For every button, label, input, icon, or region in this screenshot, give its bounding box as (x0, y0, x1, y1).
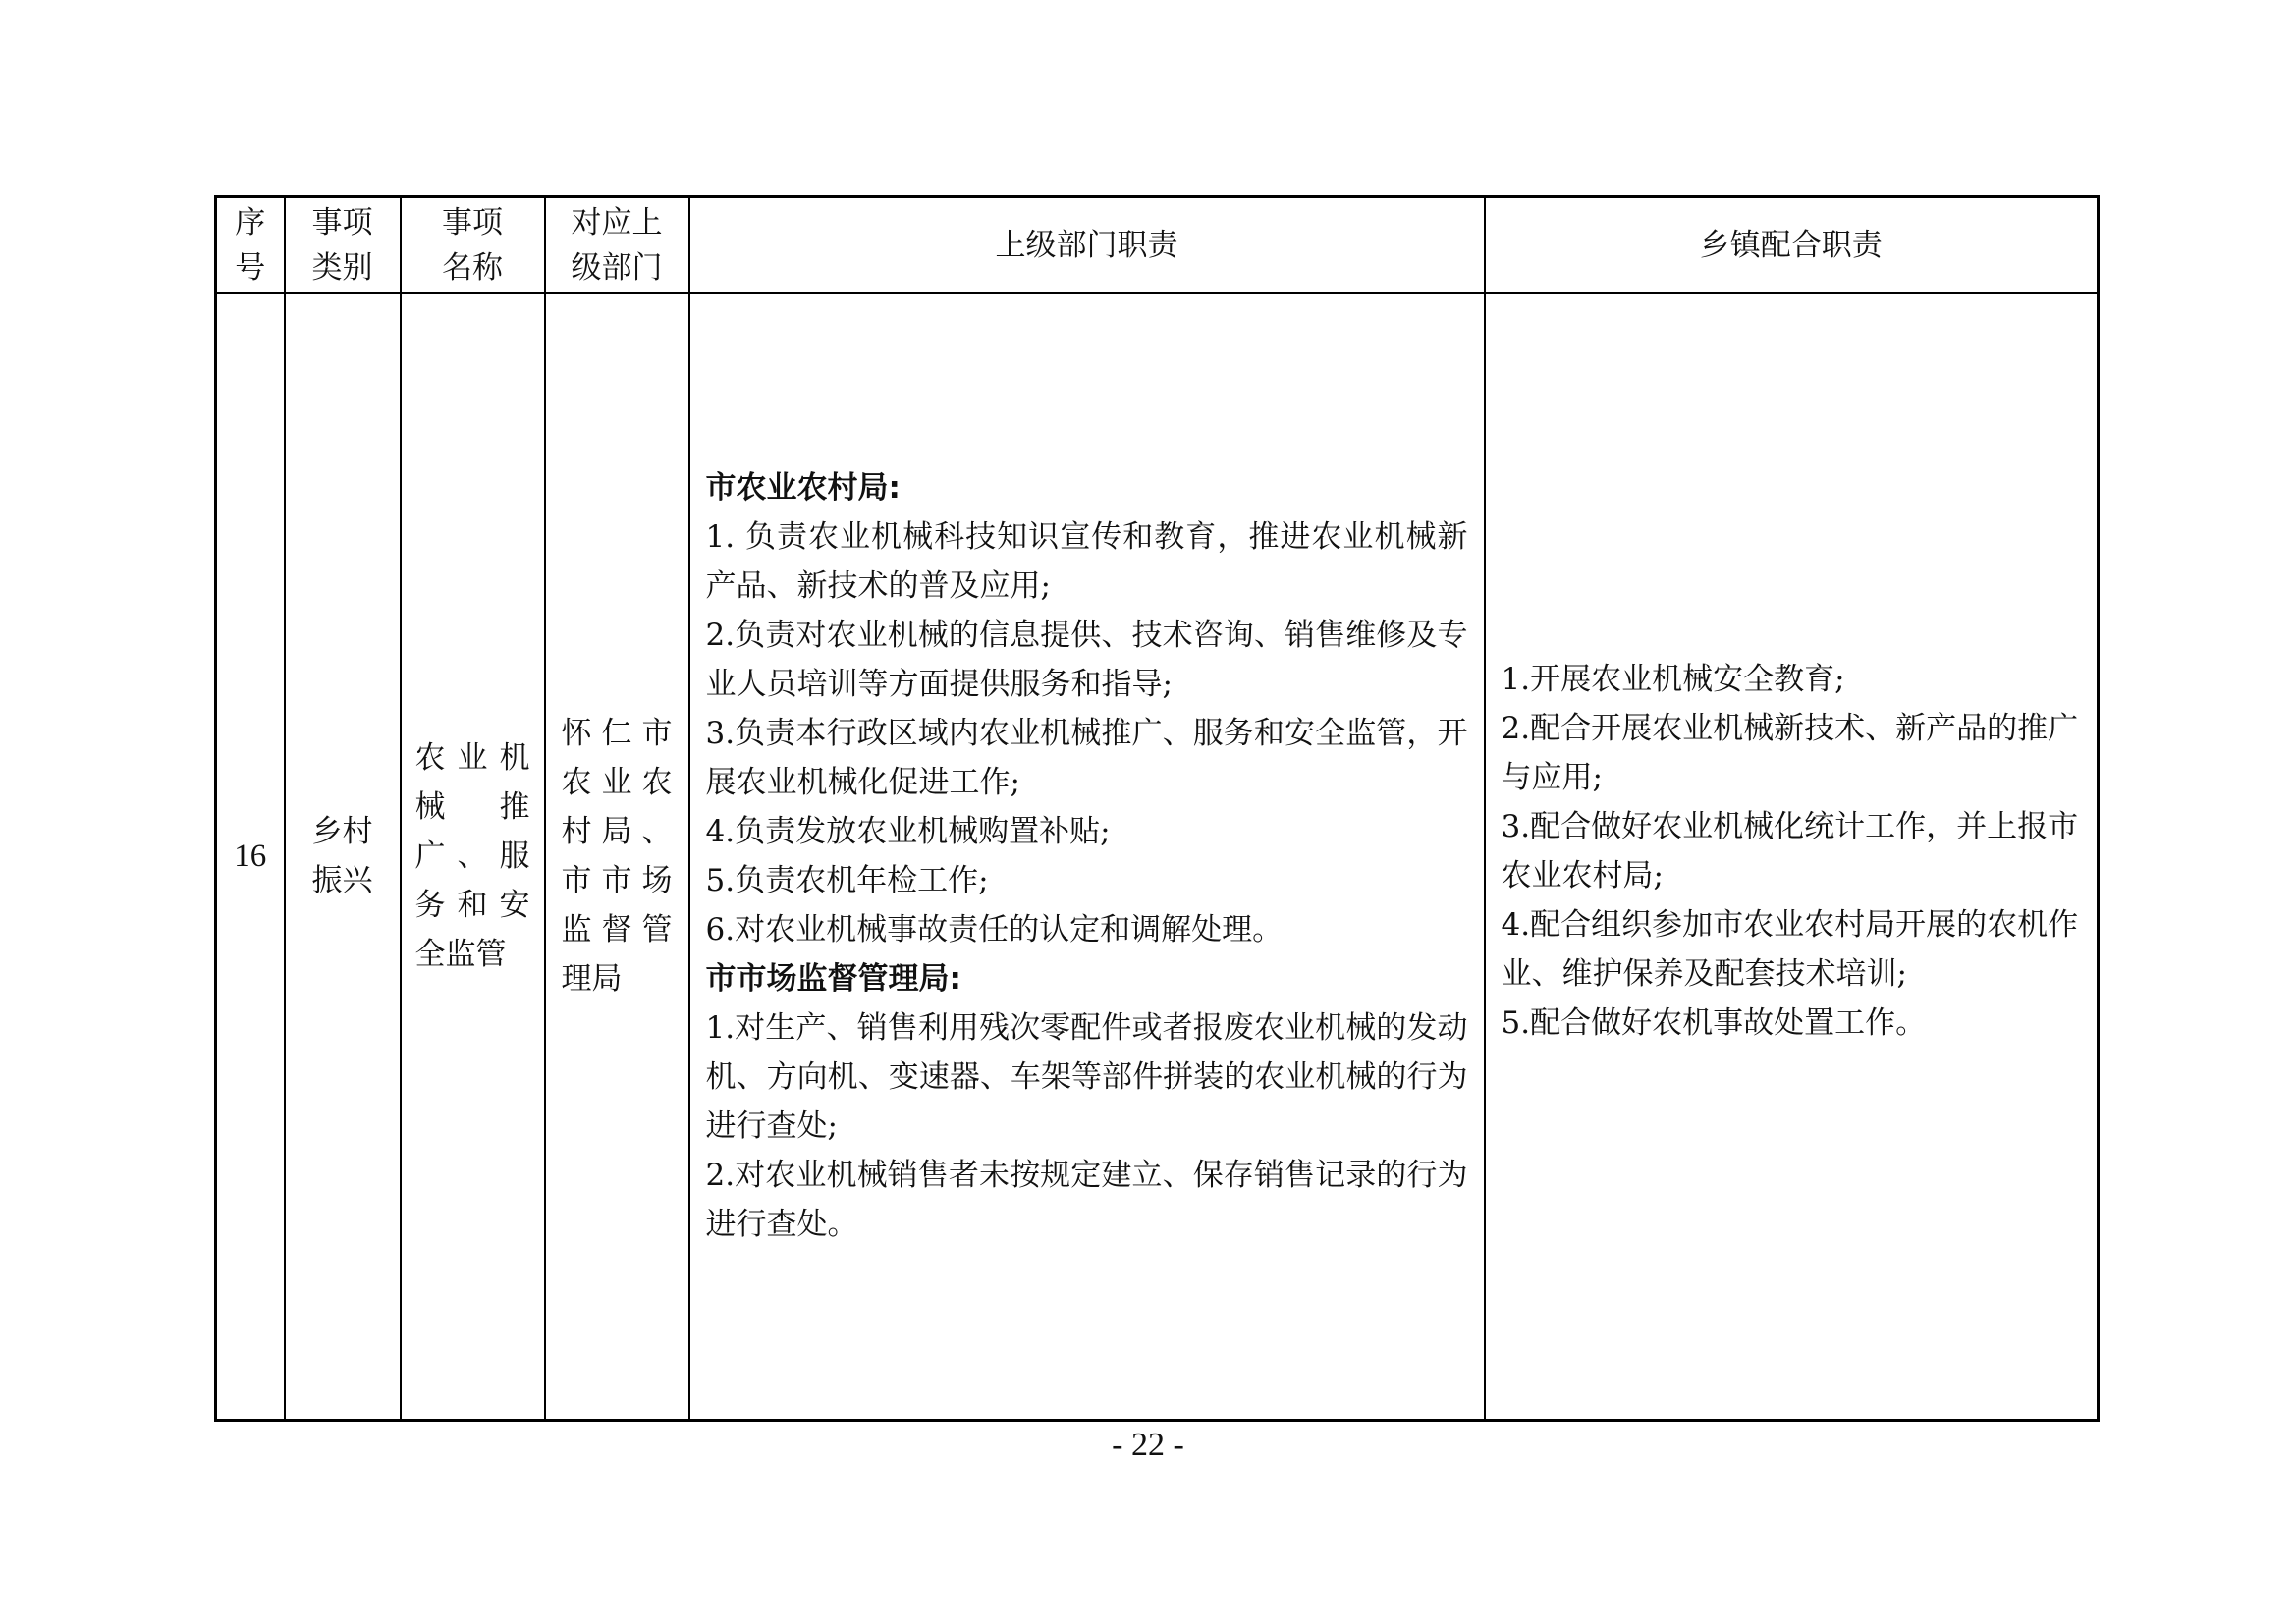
upper-duty-section1-item: 1. 负责农业机械科技知识宣传和教育，推进农业机械新产品、新技术的普及应用; (705, 519, 1468, 604)
table-row (216, 293, 2099, 1421)
upper-duty-section1-item: 6.对农业机械事故责任的认定和调解处理。 (705, 912, 1284, 947)
cell-seq: 16 (216, 293, 285, 1421)
cell-dept (545, 293, 689, 1421)
town-duty-item: 5.配合做好农机事故处置工作。 (1501, 1005, 1927, 1041)
header-category (285, 197, 401, 294)
header-seq-line2: 号 (235, 249, 266, 286)
header-category-line2: 类别 (311, 249, 373, 286)
cell-upper-duty (689, 293, 1485, 1421)
upper-duty-section2-item: 2.对农业机械销售者未按规定建立、保存销售记录的行为进行查处。 (705, 1158, 1468, 1242)
town-duty-item: 4.配合组织参加市农业农村局开展的农机作业、维护保养及配套技术培训; (1501, 907, 2079, 992)
upper-duty-section1-item: 2.负责对农业机械的信息提供、技术咨询、销售维修及专业人员培训等方面提供服务和指导; (705, 618, 1468, 702)
cell-category-line2: 振兴 (311, 863, 373, 898)
upper-duty-section1-item: 3.负责本行政区域内农业机械推广、服务和安全监管，开展农业机械化促进工作; (705, 716, 1468, 800)
page-number: - 22 - (1112, 1427, 1184, 1463)
header-dept-line1: 对应上 (571, 204, 663, 241)
header-upper-duty: 上级部门职责 (689, 197, 1485, 294)
cell-town-duty (1485, 293, 2099, 1421)
upper-duty-section2-title: 市市场监督管理局: (705, 961, 961, 997)
header-seq-line1: 序 (235, 204, 266, 241)
upper-duty-section2-item: 1.对生产、销售利用残次零配件或者报废农业机械的发动机、方向机、变速器、车架等部件拼装的农业机械的行为进行查处; (705, 1010, 1468, 1144)
upper-duty-section1-item: 4.负责发放农业机械购置补贴; (705, 814, 1111, 849)
cell-category (285, 293, 401, 1421)
header-town-duty: 乡镇配合职责 (1485, 197, 2099, 294)
upper-duty-section1-title: 市农业农村局: (705, 470, 901, 506)
header-dept-line2: 级部门 (571, 249, 663, 286)
header-name (401, 197, 545, 294)
item-name-text: 农业机械推广、服务和安全监管 (414, 740, 530, 972)
header-category-line1: 事项 (311, 204, 373, 241)
duty-table (214, 195, 2100, 1422)
town-duty-item: 3.配合做好农业机械化统计工作，并上报市农业农村局; (1501, 809, 2079, 893)
header-name-line2: 名称 (442, 249, 503, 286)
table-header-row (216, 197, 2099, 294)
header-seq (216, 197, 285, 294)
town-duty-item: 1.开展农业机械安全教育; (1501, 662, 1845, 697)
cell-category-line1: 乡村 (311, 814, 373, 849)
town-duty-item: 2.配合开展农业机械新技术、新产品的推广与应用; (1501, 711, 2079, 795)
header-dept (545, 197, 689, 294)
header-name-line1: 事项 (442, 204, 503, 241)
cell-item-name (401, 293, 545, 1421)
dept-text: 怀仁市农业农村局、市市场监督管理局 (561, 716, 673, 997)
upper-duty-section1-item: 5.负责农机年检工作; (705, 863, 989, 898)
